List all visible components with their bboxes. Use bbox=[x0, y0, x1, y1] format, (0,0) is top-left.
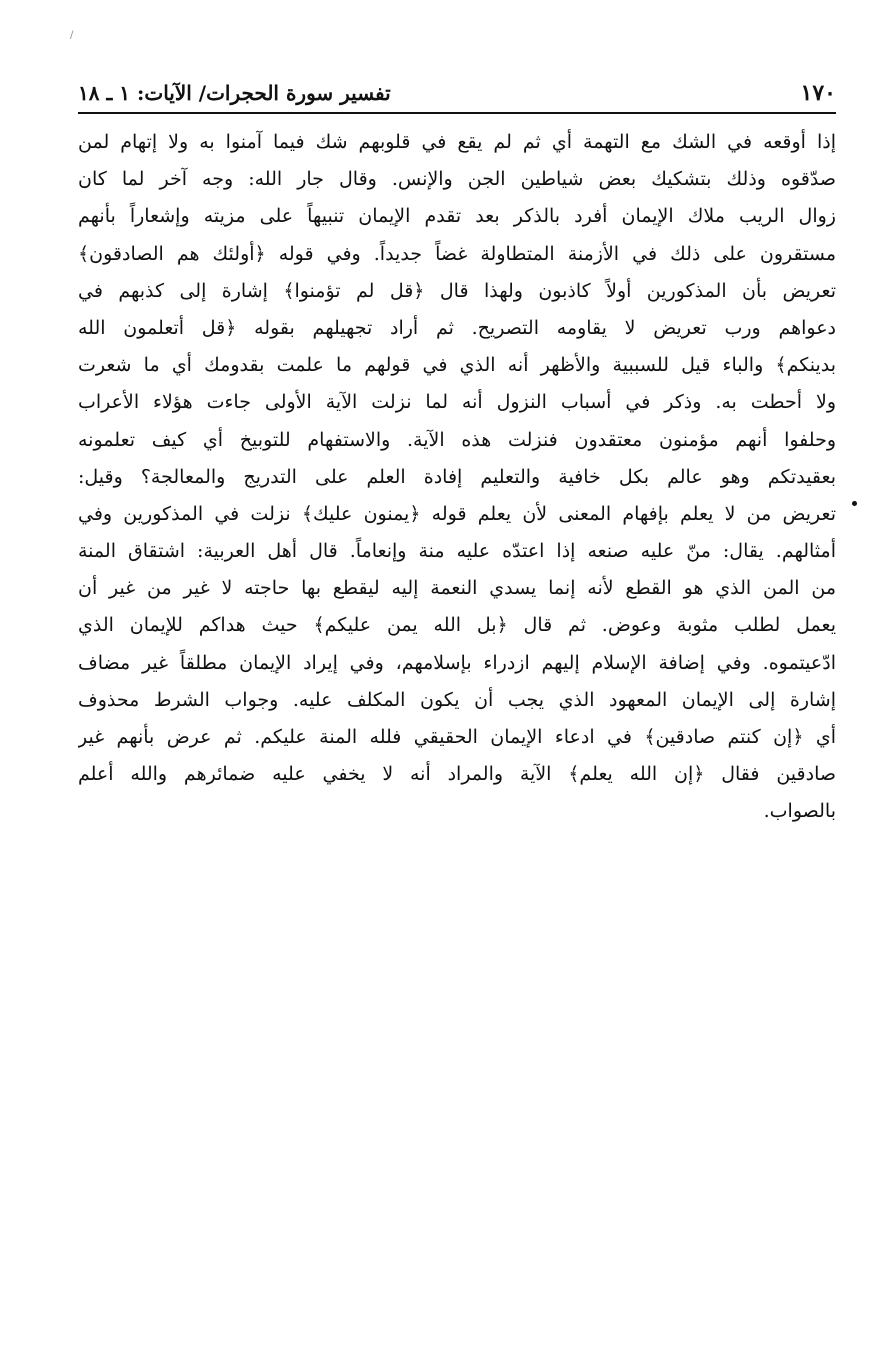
page-number: ١٧٠ bbox=[800, 80, 836, 106]
text-line: أي ﴿إن كنتم صادقين﴾ في ادعاء الإيمان الحقيقي فلله المنة عليكم. ثم عرض بأنهم غير bbox=[78, 726, 836, 748]
text-line: أمثالهم. يقال: منّ عليه صنعه إذا اعتدّه عليه منة وإنعاماً. قال أهل العربية: اشتقاق المنة bbox=[78, 540, 836, 563]
text-line: بدينكم﴾ والباء قيل للسببية والأظهر أنه الذي في قولهم ما علمت بقدومك أي ما شعرت bbox=[78, 354, 836, 377]
text-line: يعمل لطلب مثوبة وعوض. ثم قال ﴿بل الله يمن عليكم﴾ حيث هداكم للإيمان الذي bbox=[78, 614, 836, 637]
text-line: بعقيدتكم وهو عالم بكل خافية والتعليم إفادة العلم على التدريج والمعالجة؟ وقيل: bbox=[78, 465, 836, 488]
text-line: دعواهم ورب تعريض لا يقاومه التصريح. ثم أراد تجهيلهم بقوله ﴿قل أتعلمون الله bbox=[78, 316, 836, 339]
text-line: إشارة إلى الإيمان المعهود الذي يجب أن يكون المكلف عليه. وجواب الشرط محذوف bbox=[78, 688, 836, 711]
text-line-last: بالصواب. bbox=[763, 800, 836, 823]
text-line: صادقين فقال ﴿إن الله يعلم﴾ الآية والمراد أنه لا يخفي عليه ضمائرهم والله أعلم bbox=[78, 763, 836, 786]
text-line: إذا أوقعه في الشك مع التهمة أي ثم لم يقع في قلوبهم شك فيما آمنوا به ولا إتهام لمن bbox=[78, 131, 836, 153]
text-line: زوال الريب ملاك الإيمان أفرد بالذكر بعد تقدم الإيمان تنبيهاً على مزيته وإشعاراً بأنهم bbox=[78, 205, 836, 228]
text-line: صدّقوه وذلك بتشكيك بعض شياطين الجن والإنس. وقال جار الله: وجه آخر لما كان bbox=[78, 168, 836, 191]
running-title: تفسير سورة الحجرات/ الآيات: ١ ـ ١٨ bbox=[78, 81, 391, 105]
page-header bbox=[78, 78, 836, 114]
text-line: تعريض بأن المذكورين أولاً كاذبون ولهذا قال ﴿قل لم تؤمنوا﴾ إشارة إلى كذبهم في bbox=[78, 279, 836, 302]
text-line: ولا أحطت به. وذكر في أسباب النزول أنه لما نزلت الآية الأولى جاءت هؤلاء الأعراب bbox=[78, 391, 836, 414]
body-text bbox=[78, 124, 836, 831]
stray-pen-mark: / bbox=[70, 30, 74, 41]
text-line: وحلفوا أنهم مؤمنون معتقدون فنزلت هذه الآية. والاستفهام للتوبيخ أي كيف تعلمونه bbox=[78, 428, 836, 451]
text-line: تعريض من لا يعلم بإفهام المعنى لأن يعلم قوله ﴿يمنون عليك﴾ نزلت في المذكورين وفي bbox=[78, 502, 836, 525]
margin-dot bbox=[852, 501, 857, 506]
text-line: ادّعيتموه. وفي إضافة الإسلام إليهم ازدراء بإسلامهم، وفي إيراد الإيمان مطلقاً غير مضاف bbox=[78, 651, 836, 674]
text-line: من المن الذي هو القطع لأنه إنما يسدي النعمة إليه ليقطع بها حاجته لا غير من غير أن bbox=[78, 577, 836, 600]
text-line: مستقرون على ذلك في الأزمنة المتطاولة غضاً جديداً. وفي قوله ﴿أولئك هم الصادقون﴾ bbox=[78, 242, 836, 265]
